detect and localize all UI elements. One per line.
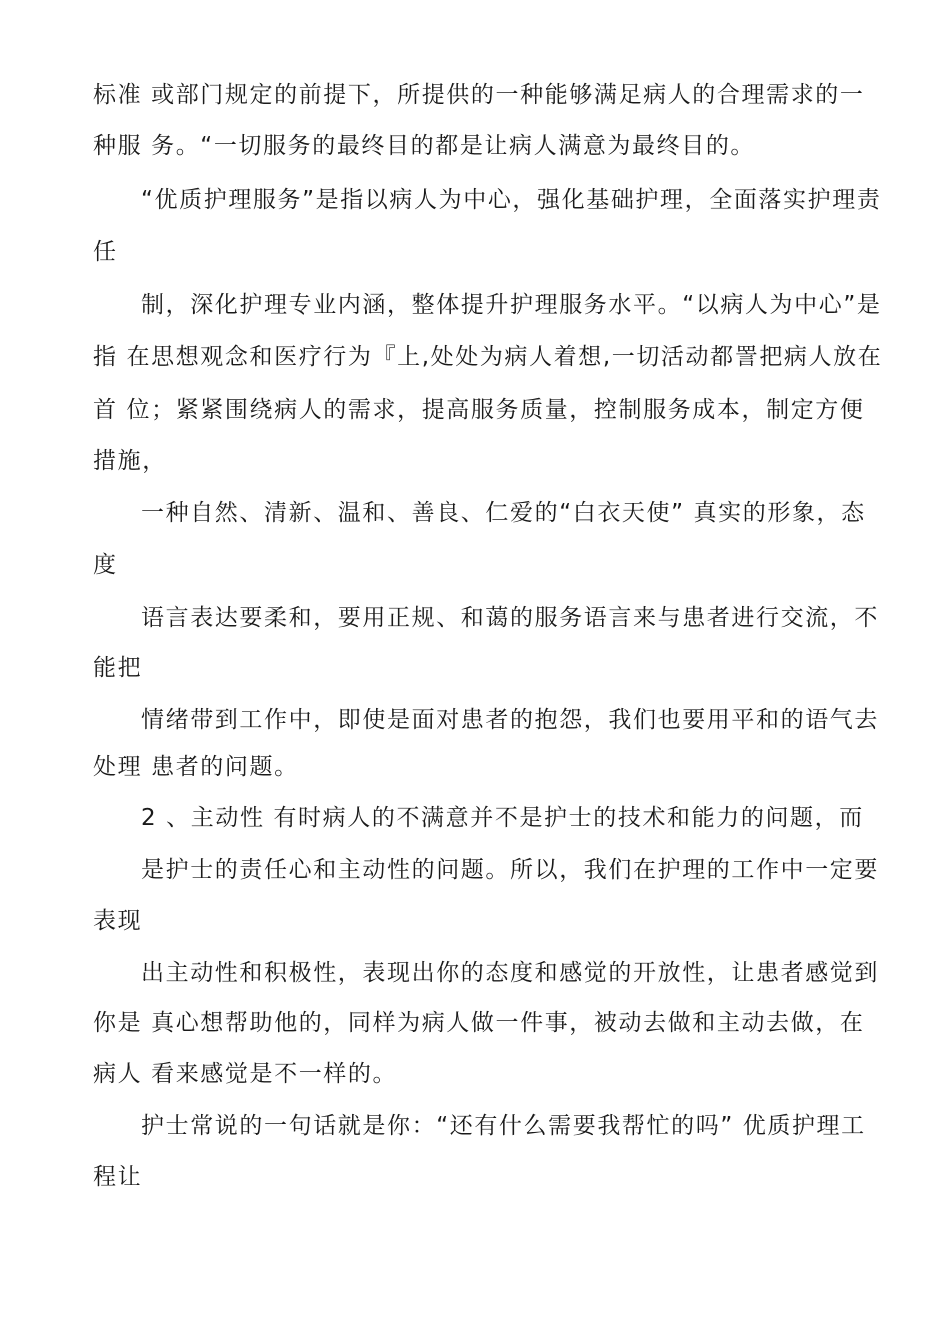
text-line: 种服 务。“一切服务的最终目的都是让病人满意为最终目的。 [93, 133, 756, 159]
text-line: 措施， [93, 448, 167, 474]
text-line: 首 位；紧紧围绕病人的需求，提高服务质量，控制服务成本，制定方便 [93, 397, 865, 423]
text-line: 制，深化护理专业内涵，整体提升护理服务水平。“以病人为中心”是 [141, 292, 882, 318]
text-line: 语言表达要柔和，要用正规、和蔼的服务语言来与患者进行交流，不 [141, 605, 879, 631]
text-line: 表现 [93, 908, 143, 934]
text-line: 出主动性和积极性，表现出你的态度和感觉的开放性，让患者感觉到 [141, 960, 879, 986]
text-line: 程让 [93, 1164, 143, 1190]
text-line: 任 [93, 239, 118, 265]
text-line: 你是 真心想帮助他的，同样为病人做一件事，被动去做和主动去做，在 [93, 1010, 865, 1036]
text-line: 2 、主动性 有时病人的不满意并不是护士的技术和能力的问题，而 [141, 805, 864, 831]
text-line: 一种自然、清新、温和、善良、仁爱的“白衣天使” 真实的形象，态 [141, 500, 866, 526]
text-line: 指 在思想观念和医疗行为『上,处处为病人着想,一切活动都詈把病人放在 [93, 344, 883, 370]
text-line: 护士常说的一句话就是你：“还有什么需要我帮忙的吗” 优质护理工 [141, 1113, 866, 1139]
text-line: 病人 看来感觉是不一样的。 [93, 1061, 398, 1087]
text-line: 是护士的责任心和主动性的问题。所以，我们在护理的工作中一定要 [141, 857, 879, 883]
text-line: 度 [93, 552, 118, 578]
text-line: 处理 患者的问题。 [93, 754, 299, 780]
text-line: 情绪带到工作中，即使是面对患者的抱怨，我们也要用平和的语气去 [141, 707, 879, 733]
text-line: 能把 [93, 655, 143, 681]
text-line: 标准 或部门规定的前提下，所提供的一种能够满足病人的合理需求的一 [93, 82, 865, 108]
text-line: “优质护理服务”是指以病人为中心，强化基础护理，全面落实护理责 [141, 187, 882, 213]
